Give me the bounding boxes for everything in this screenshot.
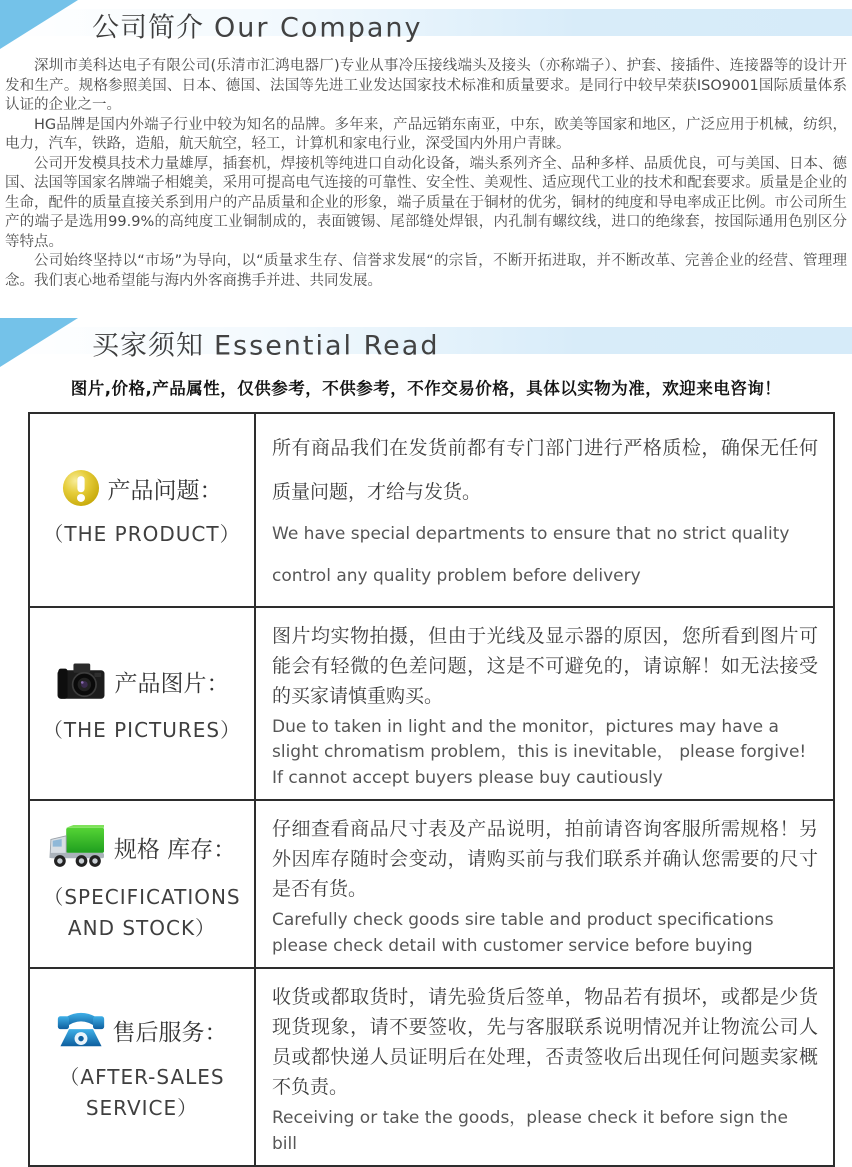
buyer-section-title — [92, 324, 439, 363]
telephone-icon — [57, 1010, 105, 1050]
company-intro-text — [0, 50, 852, 291]
row-product-label-cell — [30, 414, 256, 606]
table-row-pictures — [30, 606, 833, 800]
exclamation-icon — [62, 469, 100, 507]
row-stock-desc-zh: 仔细查看商品尺寸表及产品说明，拍前请咨询客服所需规格！另外因库存随时会变动，请购买前与我们联系并确认您需要的尺寸是否有货。 — [272, 818, 818, 901]
row-pictures-label-line — [55, 661, 230, 703]
buyer-notice-line: 图片,价格,产品属性，仅供参考，不供参考，不作交易价格，具体以实物为准，欢迎来电咨询！ — [70, 379, 782, 398]
row-pictures-label-cell — [30, 608, 256, 800]
company-paragraph: 公司开发模具技术力量雄厚，插套机，焊接机等纯进口自动化设备，端头系列齐全、品种多样、品质优良，可与美国、日本、德国、法国等国家名牌端子相媲美，采用可提高电气连接的可靠性、安全性、美观性、适应现代工业的技术和配套要求。质量是企业的生命，配件的质量直接关系到用户的产品质量和企业的形象，端子质量在于铜材的优劣，铜材的纯度和导电率成正比例。市公司所生产的端子是选用99.9%的高纯度工业铜制成的，表面镀锡、尾部缝处焊银，内孔制有螺纹线，进口的绝缘套，按国际通用色别区分等特点。 — [5, 155, 847, 250]
row-service-label-zh: 售后服务： — [112, 1019, 228, 1046]
company-title-en: Our Company — [214, 12, 423, 44]
row-service-desc-cell — [256, 969, 833, 1165]
row-pictures-label-zh: 产品图片： — [114, 671, 230, 698]
row-service-desc-zh: 收货或都取货时，请先验货后签单，物品若有损坏，或都是少货现货现象，请不要签收，先与客服联系说明情况并让物流公司人员或都快递人员证明后在处理，否责签收后出现任何问题卖家概不负责。 — [272, 986, 818, 1099]
row-pictures-label-en: （THE PICTURES） — [42, 717, 242, 742]
table-row-product — [30, 414, 833, 606]
row-stock-label-cell — [30, 801, 256, 967]
row-stock-label-en: （SPECIFICATIONS AND STOCK） — [43, 884, 241, 940]
row-stock-desc-cell — [256, 801, 833, 967]
company-paragraph: 深圳市美科达电子有限公司(乐清市汇鸿电器厂)专业从事冷压接线端头及接头（亦称端子）、护套、接插件、连接器等的设计开发和生产。规格参照美国、日本、德国、法国等先进工业发达国家技术标准和质量要求。是同行中较早荣获ISO9001国际质量体系认证的企业之一。 — [5, 58, 847, 113]
row-product-desc-cell — [256, 414, 833, 606]
row-pictures-desc-zh: 图片均实物拍摄，但由于光线及显示器的原因，您所看到图片可能会有轻微的色差问题，这是不可避免的，请谅解！如无法接受的买家请慎重购买。 — [272, 624, 818, 707]
table-row-service — [30, 967, 833, 1165]
row-stock-label-zh: 规格 库存： — [113, 836, 237, 863]
row-pictures-desc-en: Due to taken in light and the monitor，pictures may have a slight chromatism problem，this is inevitable， please forgive! If cannot accept buyers please buy cautiously — [272, 716, 807, 788]
row-stock-desc-en: Carefully check goods sire table and product specifications please check detail with customer service before buying — [272, 910, 774, 956]
buyer-title-zh: 买家须知 — [92, 330, 204, 362]
row-product-label-line — [62, 469, 223, 507]
company-title-zh: 公司简介 — [92, 12, 204, 44]
row-pictures-desc-cell — [256, 608, 833, 800]
row-product-desc-zh: 所有商品我们在发货前都有专门部门进行严格质检，确保无任何质量问题，才给与发货。 — [272, 437, 818, 503]
table-row-stock — [30, 799, 833, 967]
truck-icon — [48, 825, 106, 870]
buyer-title-en: Essential Read — [214, 330, 440, 362]
row-service-label-line — [57, 1010, 228, 1050]
buyer-notice-table — [28, 412, 835, 1167]
buyer-section-header — [0, 318, 852, 368]
row-service-desc-en: Receiving or take the goods，please check it before sign the bill — [272, 1108, 788, 1154]
row-service-label-en: （AFTER-SALES SERVICE） — [59, 1065, 225, 1121]
camera-icon — [55, 661, 107, 703]
company-paragraph: 公司始终坚持以“市场”为导向，以“质量求生存、信誉求发展“的宗旨，不断开拓进取，并不断改革、完善企业的经营、管理理念。我们衷心地希望能与海内外客商携手并进、共同发展。 — [5, 253, 847, 289]
company-section-header — [0, 0, 852, 50]
row-product-label-en: （THE PRODUCT） — [43, 522, 241, 547]
row-product-desc-en: We have special departments to ensure that no strict quality control any quality problem before delivery — [272, 524, 790, 587]
company-paragraph: HG品牌是国内外端子行业中较为知名的品牌。多年来，产品远销东南亚，中东，欧美等国家和地区，广泛应用于机械，纺织，电力，汽车，铁路，造船，航天航空，轻工，计算机和家电行业，深受国内外用户青睐。 — [5, 116, 847, 152]
company-section-title — [92, 6, 423, 45]
row-product-label-zh: 产品问题： — [107, 477, 223, 504]
row-service-label-cell — [30, 969, 256, 1165]
row-stock-label-line — [48, 825, 236, 870]
